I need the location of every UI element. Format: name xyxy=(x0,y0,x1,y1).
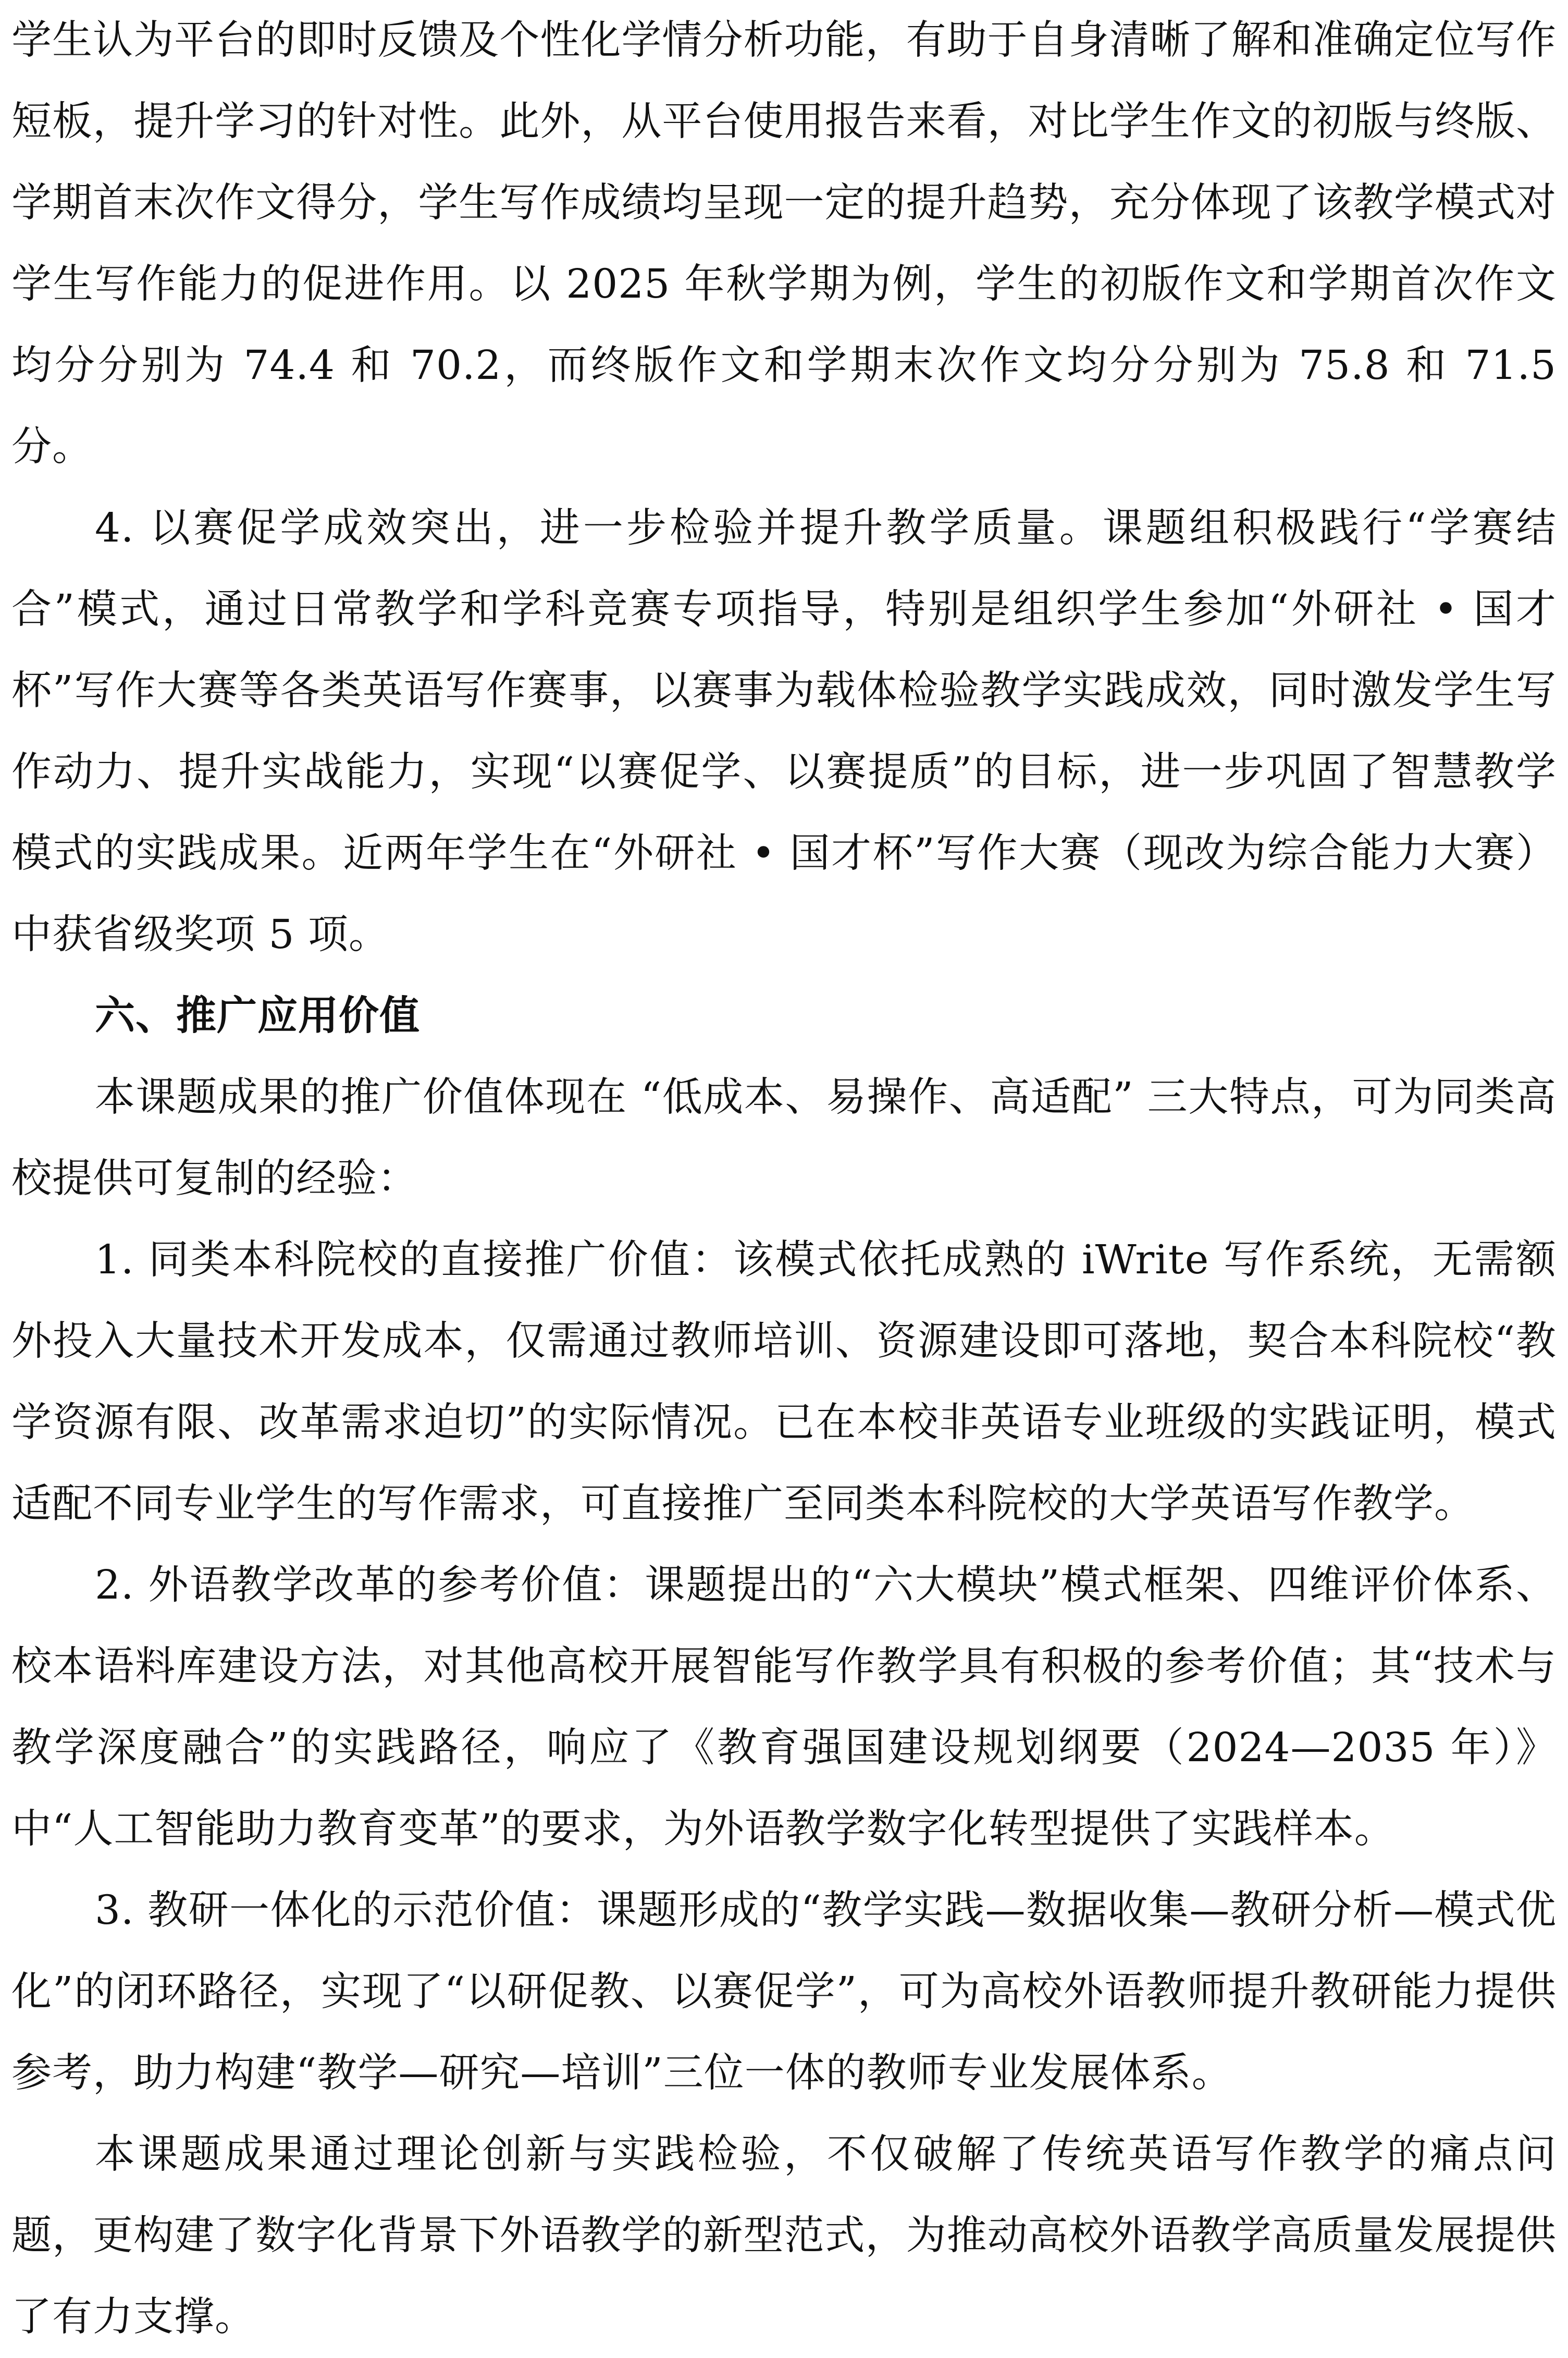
paragraph-reform-reference: 2. 外语教学改革的参考价值：课题提出的“六大模块”模式框架、四维评价体系、校本语料库建设方法，对其他高校开展智能写作教学具有积极的参考价值；其“技术与教学深度融合”的实践路径，响应了《教育强国建设规划纲要（2024—2035 年）》中“人工智能助力教育变革”的要求，为外语教学数字化转型提供了实践样本。 xyxy=(11,1562,1557,1852)
paragraph-conclusion: 本课题成果通过理论创新与实践检验，不仅破解了传统英语写作教学的痛点问题，更构建了数字化背景下外语教学的新型范式，为推动高校外语教学高质量发展提供了有力支撑。 xyxy=(11,2131,1557,2340)
paragraph-promotion-intro: 本课题成果的推广价值体现在 “低成本、易操作、高适配” 三大特点，可为同类高校提供可复制的经验： xyxy=(11,1074,1557,1202)
paragraph-research-demonstration: 3. 教研一体化的示范价值：课题形成的“教学实践—数据收集—教研分析—模式优化”的闭环路径，实现了“以研促教、以赛促学”，可为高校外语教师提升教研能力提供参考，助力构建“教学—研究—培训”三位一体的教师专业发展体系。 xyxy=(11,1887,1557,2096)
paragraph-direct-promotion: 1. 同类本科院校的直接推广价值：该模式依托成熟的 iWrite 写作系统，无需额外投入大量技术开发成本，仅需通过教师培训、资源建设即可落地，契合本科院校“教学资源有限、改革需求迫切”的实际情况。已在本校非英语专业班级的实践证明，模式适配不同专业学生的写作需求，可直接推广至同类本科院校的大学英语写作教学。 xyxy=(11,1237,1557,1527)
section-heading-promotion-value: 六、推广应用价值 xyxy=(95,993,420,1039)
paragraph-competition-results: 4. 以赛促学成效突出，进一步检验并提升教学质量。课题组积极践行“学赛结合”模式，通过日常教学和学科竞赛专项指导，特别是组织学生参加“外研社 • 国才杯”写作大赛等各类英语写作赛事，以赛事为载体检验教学实践成效，同时激发学生写作动力、提升实战能力，实现“以赛促学、以赛提质”的目标，进一步巩固了智慧教学模式的实践成果。近两年学生在“外研社 • 国才杯”写作大赛（现改为综合能力大赛）中获省级奖项 5 项。 xyxy=(11,505,1557,958)
paragraph-platform-feedback: 学生认为平台的即时反馈及个性化学情分析功能，有助于自身清晰了解和准确定位写作短板，提升学习的针对性。此外，从平台使用报告来看，对比学生作文的初版与终版、学期首末次作文得分，学生写作成绩均呈现一定的提升趋势，充分体现了该教学模式对学生写作能力的促进作用。以 2025 年秋学期为例，学生的初版作文和学期首次作文均分分别为 74.4 和 70.2，而终版作文和学期末次作文均分分别为 75.8 和 71.5 分。 xyxy=(11,17,1557,470)
document-body xyxy=(11,0,1557,2358)
